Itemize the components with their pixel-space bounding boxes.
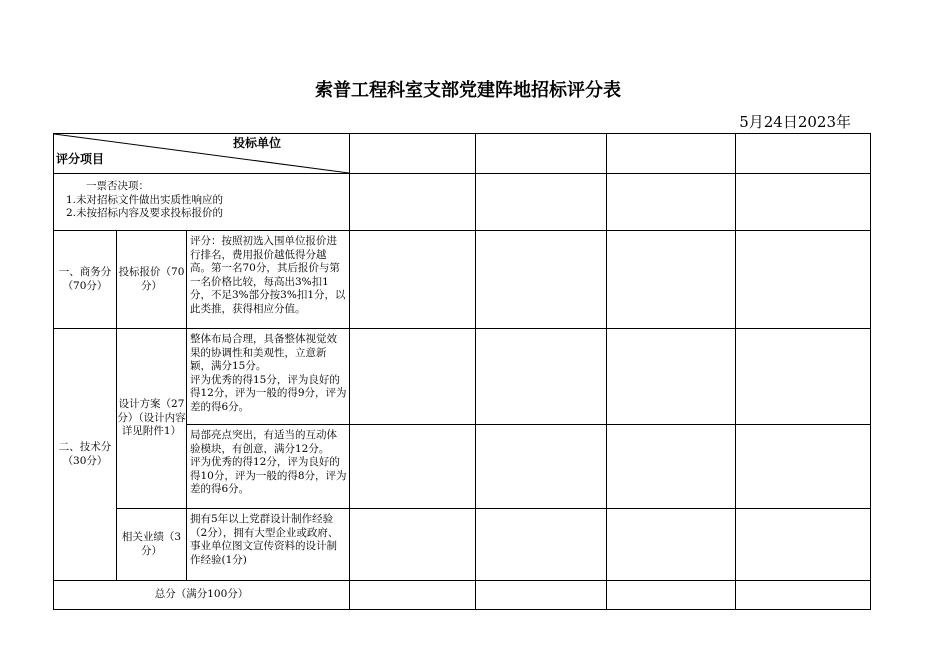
- score-cell[interactable]: [350, 329, 476, 425]
- score-cell[interactable]: [350, 509, 476, 581]
- veto-row: [54, 174, 871, 231]
- business-criteria: 评分：按照初选入围单位报价进行排名，费用报价越低得分越高。第一名70分，其后报价与第一名价格比较，每高出3%扣1分，不足3%部分按3%扣1分，以此类推，获得相应分值。: [187, 231, 350, 329]
- score-cell[interactable]: [607, 231, 736, 329]
- bidder-cell-4[interactable]: [736, 134, 871, 174]
- business-row: [54, 231, 871, 329]
- total-cell[interactable]: [476, 581, 607, 610]
- business-category: 一、商务分（70分）: [54, 231, 117, 329]
- score-cell[interactable]: [350, 425, 476, 509]
- veto-cell: [54, 174, 350, 231]
- item-header: 评分项目: [56, 152, 105, 167]
- date-label: 5月24日2023年: [739, 113, 851, 131]
- performance-subitem: 相关业绩（3分）: [117, 509, 187, 581]
- veto-line: 2.未按招标内容及要求投标报价的: [66, 207, 224, 220]
- bidder-header: 投标单位: [233, 136, 282, 150]
- scoring-table: [53, 133, 871, 610]
- score-cell[interactable]: [350, 174, 476, 231]
- performance-row: [54, 509, 871, 581]
- score-cell[interactable]: [607, 509, 736, 581]
- score-cell[interactable]: [736, 329, 871, 425]
- veto-line: 1.未对招标文件做出实质性响应的: [66, 193, 224, 206]
- total-label: 总分（满分100分）: [54, 581, 350, 610]
- technical-category: 二、技术分（30分）: [54, 329, 117, 581]
- score-cell[interactable]: [736, 509, 871, 581]
- score-cell[interactable]: [476, 425, 607, 509]
- score-cell[interactable]: [350, 231, 476, 329]
- score-cell[interactable]: [736, 231, 871, 329]
- bidder-cell-3[interactable]: [607, 134, 736, 174]
- score-cell[interactable]: [736, 425, 871, 509]
- score-cell[interactable]: [476, 231, 607, 329]
- design-subitem: 设计方案（27分）（设计内容详见附件1）: [117, 329, 187, 509]
- bidder-cell-1[interactable]: [350, 134, 476, 174]
- score-cell[interactable]: [476, 174, 607, 231]
- total-cell[interactable]: [607, 581, 736, 610]
- design-criteria-2: 局部亮点突出，有适当的互动体验模块，有创意，满分12分。 评为优秀的得12分，评为良好的得10分，评为一般的得8分，评为差的得6分。: [187, 425, 350, 509]
- business-subitem: 投标报价（70分）: [117, 231, 187, 329]
- veto-line: 一票否决项：: [86, 180, 149, 192]
- score-cell[interactable]: [476, 509, 607, 581]
- diagonal-header-cell: [54, 134, 350, 174]
- bidder-cell-2[interactable]: [476, 134, 607, 174]
- score-cell[interactable]: [607, 174, 736, 231]
- design-row-1: [54, 329, 871, 425]
- score-cell[interactable]: [736, 174, 871, 231]
- score-cell[interactable]: [607, 425, 736, 509]
- score-cell[interactable]: [607, 329, 736, 425]
- performance-criteria: 拥有5年以上党群设计制作经验（2分），拥有大型企业或政府、事业单位图文宣传资料的设计制作经验(1分): [187, 509, 350, 581]
- total-cell[interactable]: [350, 581, 476, 610]
- header-row: [54, 134, 871, 174]
- total-cell[interactable]: [736, 581, 871, 610]
- design-criteria-1: 整体布局合理，具备整体视觉效果的协调性和美观性，立意新颖，满分15分。 评为优秀的得15分，评为良好的得12分，评为一般的得9分，评为差的得6分。: [187, 329, 350, 425]
- score-cell[interactable]: [476, 329, 607, 425]
- total-row: [54, 581, 871, 610]
- page-title: 索普工程科室支部党建阵地招标评分表: [315, 80, 621, 101]
